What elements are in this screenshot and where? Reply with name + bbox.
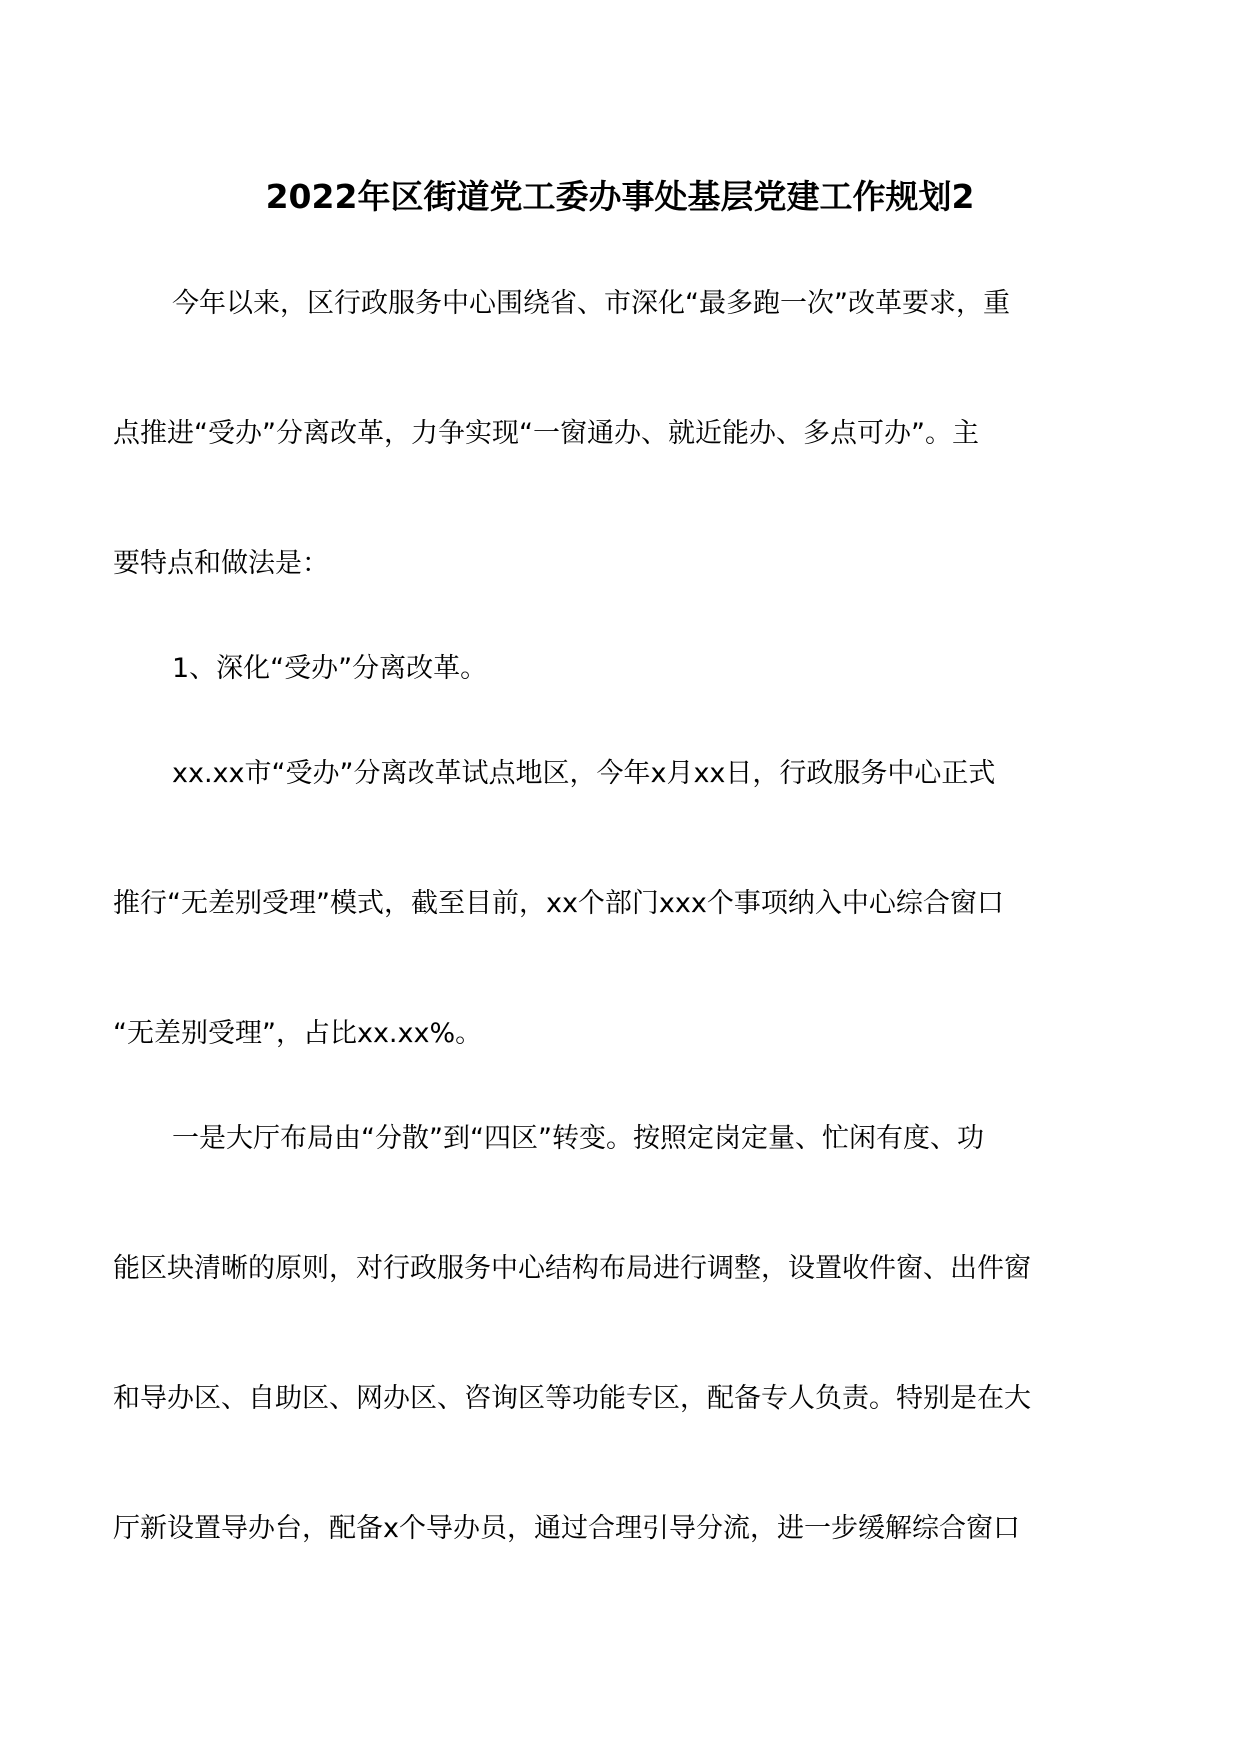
paragraph-line: 点推进“受办”分离改革，力争实现“一窗通办、就近能办、多点可办”。主 <box>113 418 979 449</box>
paragraph-line: 推行“无差别受理”模式，截至目前，xx个部门xxx个事项纳入中心综合窗口 <box>113 888 1004 919</box>
document-title: 2022年区街道党工委办事处基层党建工作规划2 <box>265 177 975 216</box>
paragraph-line: 一是大厅布局由“分散”到“四区”转变。按照定岗定量、忙闲有度、功 <box>172 1123 984 1154</box>
paragraph-line: 厅新设置导办台，配备x个导办员，通过合理引导分流，进一步缓解综合窗口 <box>113 1513 1020 1544</box>
paragraph-line: 今年以来，区行政服务中心围绕省、市深化“最多跑一次”改革要求，重 <box>172 288 1010 319</box>
section-heading: 1、深化“受办”分离改革。 <box>172 653 488 684</box>
paragraph-line: xx.xx市“受办”分离改革试点地区，今年x月xx日，行政服务中心正式 <box>172 758 996 789</box>
paragraph-line: 能区块清晰的原则，对行政服务中心结构布局进行调整，设置收件窗、出件窗 <box>113 1253 1031 1284</box>
paragraph-line: 和导办区、自助区、网办区、咨询区等功能专区，配备专人负责。特别是在大 <box>113 1383 1031 1414</box>
paragraph-line: 要特点和做法是： <box>113 548 329 579</box>
paragraph-line: “无差别受理”，占比xx.xx%。 <box>113 1018 483 1049</box>
